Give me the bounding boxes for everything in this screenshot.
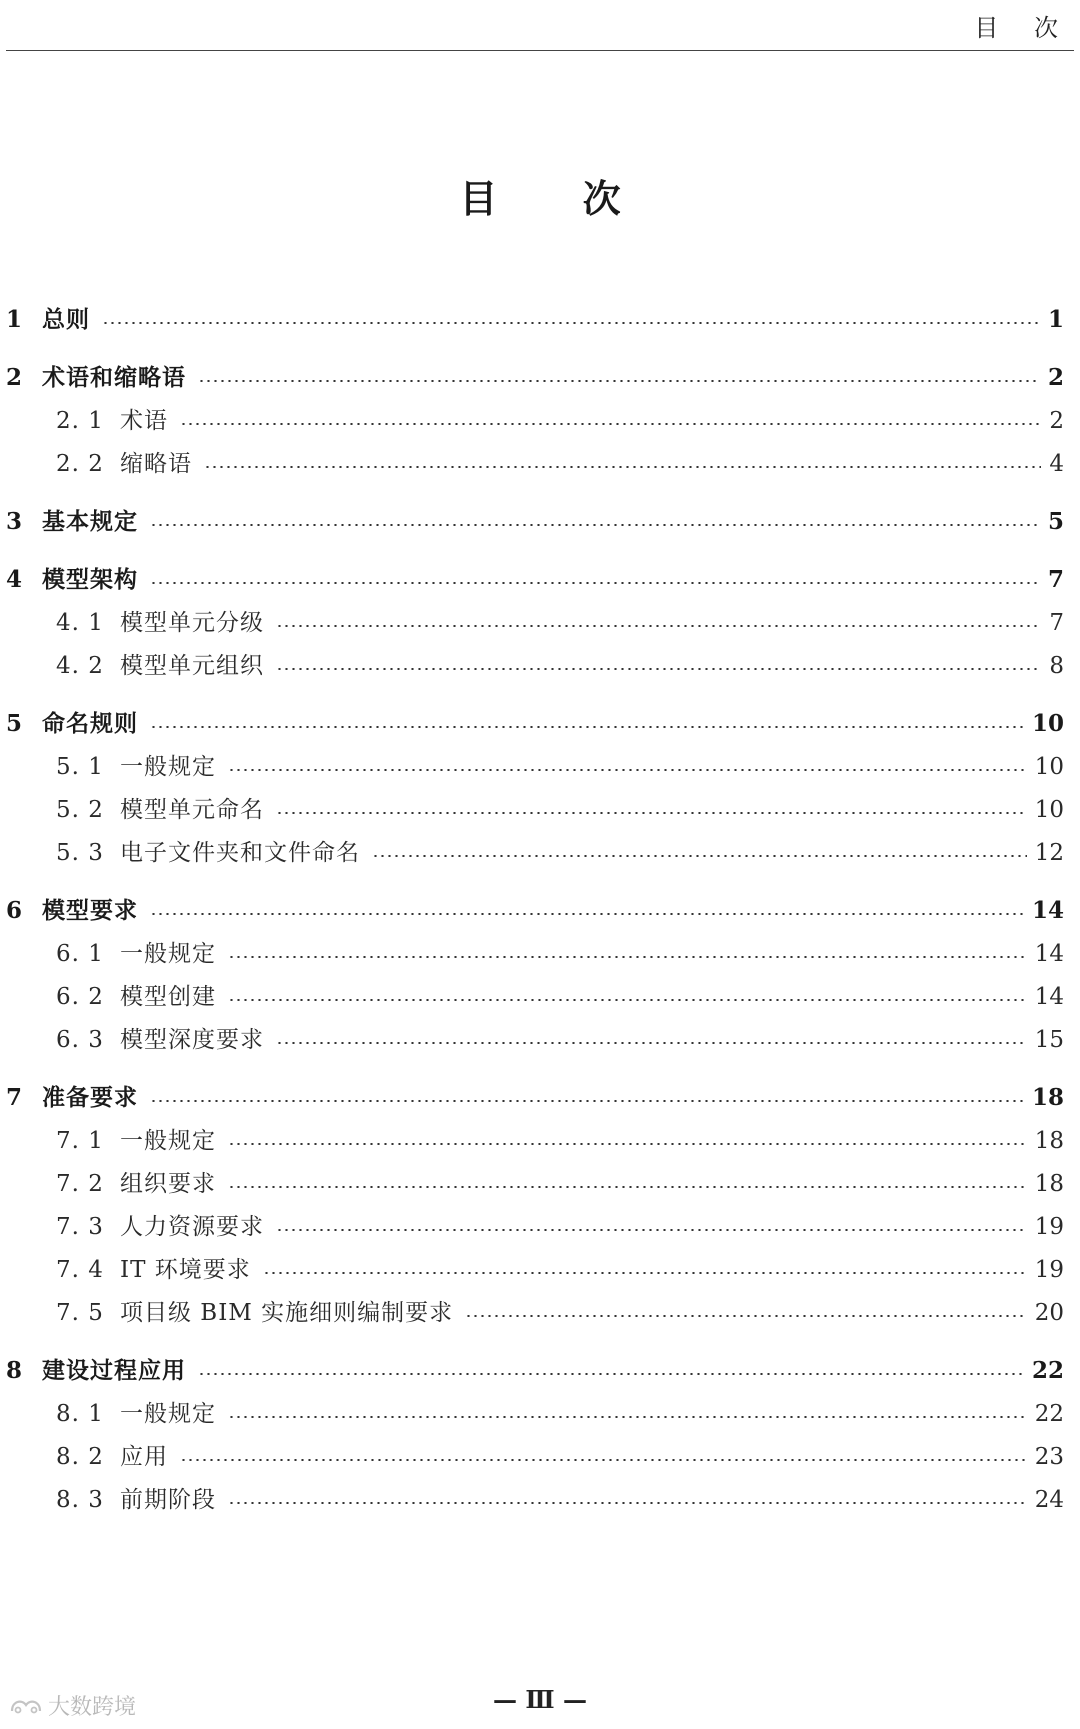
toc-entry-page: 18 (1031, 1084, 1064, 1111)
toc-entry-number: 5. 3 (56, 840, 104, 866)
running-head: 目 次 (974, 14, 1072, 42)
watermark (8, 1690, 136, 1721)
toc-section-entry[interactable] (56, 1293, 1064, 1333)
toc-dot-leader (150, 726, 1024, 728)
toc-dot-leader (228, 1502, 1027, 1504)
toc-section-entry[interactable] (56, 1207, 1064, 1247)
toc-entry-page: 22 (1031, 1357, 1064, 1384)
toc-section-entry[interactable] (56, 833, 1064, 873)
toc-dot-leader (102, 322, 1040, 324)
toc-dot-leader (180, 1459, 1027, 1461)
toc-dot-leader (228, 1143, 1027, 1145)
toc-dot-leader (150, 582, 1040, 584)
toc-entry-title: 人力资源要求 (120, 1214, 264, 1240)
toc-chapter-entry[interactable] (6, 1351, 1064, 1391)
toc-entry-number: 1 (6, 306, 23, 333)
toc-dot-leader (276, 1229, 1027, 1231)
toc-section-entry[interactable] (56, 603, 1064, 643)
toc-entry-page: 2 (1049, 408, 1064, 434)
toc-section-entry[interactable] (56, 1250, 1064, 1290)
toc-section-entry[interactable] (56, 977, 1064, 1017)
toc-entry-number: 4. 1 (56, 610, 104, 636)
toc-entry-title: 模型要求 (42, 897, 138, 924)
toc-dot-leader (276, 668, 1041, 670)
toc-section-entry[interactable] (56, 646, 1064, 686)
toc-entry-page: 18 (1034, 1128, 1064, 1154)
toc-entry-title: 模型创建 (120, 984, 216, 1010)
toc-section-entry[interactable] (56, 1121, 1064, 1161)
toc-chapter-entry[interactable] (6, 704, 1064, 744)
toc-entry-page: 7 (1049, 610, 1064, 636)
toc-chapter-entry[interactable] (6, 1078, 1064, 1118)
toc-entry-title: 组织要求 (120, 1171, 216, 1197)
toc-chapter-entry[interactable] (6, 300, 1064, 340)
toc-entry-number: 7. 4 (56, 1257, 104, 1283)
toc-entry-page: 1 (1047, 306, 1064, 333)
toc-entry-page: 8 (1049, 653, 1064, 679)
toc-entry-number: 8. 2 (56, 1444, 104, 1470)
toc-dot-leader (198, 380, 1040, 382)
toc-section-entry[interactable] (56, 1164, 1064, 1204)
toc-entry-title: 一般规定 (120, 941, 216, 967)
toc-entry-page: 20 (1034, 1300, 1064, 1326)
toc-entry-number: 5. 1 (56, 754, 104, 780)
toc-entry-number: 8 (6, 1357, 23, 1384)
toc-section-entry[interactable] (56, 934, 1064, 974)
toc-entry-number: 7. 3 (56, 1214, 104, 1240)
toc-entry-page: 10 (1031, 710, 1064, 737)
toc-dot-leader (180, 423, 1041, 425)
toc-entry-title: 项目级 BIM 实施细则编制要求 (120, 1300, 454, 1326)
toc-entry-title: 一般规定 (120, 1401, 216, 1427)
toc-entry-page: 7 (1047, 566, 1064, 593)
toc-section-entry[interactable] (56, 401, 1064, 441)
toc-entry-title: 一般规定 (120, 754, 216, 780)
toc-entry-number: 8. 3 (56, 1487, 104, 1513)
toc-entry-number: 7. 1 (56, 1128, 104, 1154)
toc-section-entry[interactable] (56, 790, 1064, 830)
toc-entry-title: 一般规定 (120, 1128, 216, 1154)
toc-entry-number: 7. 2 (56, 1171, 104, 1197)
toc-entry-number: 4. 2 (56, 653, 104, 679)
toc-entry-page: 12 (1034, 840, 1064, 866)
toc-chapter-entry[interactable] (6, 891, 1064, 931)
toc-entry-title: 模型单元组织 (120, 653, 264, 679)
toc-entry-number: 3 (6, 508, 23, 535)
toc-dot-leader (276, 812, 1027, 814)
toc-entry-title: 总则 (42, 306, 90, 333)
toc-entry-page: 22 (1034, 1401, 1064, 1427)
toc-chapter-entry[interactable] (6, 502, 1064, 542)
toc-entry-page: 15 (1034, 1027, 1064, 1053)
toc-entry-title: 前期阶段 (120, 1487, 216, 1513)
toc-dot-leader (372, 855, 1027, 857)
toc-entry-page: 14 (1034, 984, 1064, 1010)
footer-page-number: — Ⅲ — (493, 1685, 587, 1714)
toc-entry-number: 5 (6, 710, 23, 737)
toc-entry-title: 缩略语 (120, 451, 192, 477)
toc-dot-leader (228, 1186, 1027, 1188)
toc-entry-title: 基本规定 (42, 508, 138, 535)
toc-dot-leader (228, 1416, 1027, 1418)
toc-entry-page: 4 (1049, 451, 1064, 477)
toc-entry-page: 23 (1034, 1444, 1064, 1470)
toc-entry-title: 建设过程应用 (42, 1357, 186, 1384)
watermark-text: 大数跨境 (48, 1695, 137, 1720)
toc-dot-leader (150, 524, 1040, 526)
toc-entry-title: 术语 (120, 408, 168, 434)
toc-entry-title: 电子文件夹和文件命名 (120, 840, 360, 866)
toc-entry-number: 7 (6, 1084, 23, 1111)
toc-dot-leader (465, 1315, 1027, 1317)
header-rule (6, 50, 1074, 51)
toc-entry-number: 8. 1 (56, 1401, 104, 1427)
toc-entry-page: 19 (1034, 1257, 1064, 1283)
toc-entry-number: 5. 2 (56, 797, 104, 823)
toc-entry-title: 准备要求 (42, 1084, 138, 1111)
toc-section-entry[interactable] (56, 444, 1064, 484)
toc-entry-page: 10 (1034, 797, 1064, 823)
toc-entry-title: 模型单元分级 (120, 610, 264, 636)
toc-entry-page: 18 (1034, 1171, 1064, 1197)
toc-dot-leader (228, 769, 1027, 771)
toc-entry-title: 应用 (120, 1444, 168, 1470)
toc-entry-number: 2 (6, 364, 23, 391)
toc-entry-number: 2. 2 (56, 451, 104, 477)
toc-entry-number: 6. 1 (56, 941, 104, 967)
toc-entry-title: 模型架构 (42, 566, 138, 593)
toc-entry-page: 14 (1034, 941, 1064, 967)
toc-dot-leader (228, 999, 1027, 1001)
toc-dot-leader (276, 1042, 1027, 1044)
toc-entry-number: 6 (6, 897, 23, 924)
toc-entry-page: 19 (1034, 1214, 1064, 1240)
toc-entry-number: 6. 2 (56, 984, 104, 1010)
toc-chapter-entry[interactable] (6, 560, 1064, 600)
toc-dot-leader (150, 913, 1024, 915)
page-title: 目 次 (459, 176, 657, 221)
toc-entry-page: 14 (1031, 897, 1064, 924)
toc-section-entry[interactable] (56, 747, 1064, 787)
toc-entry-page: 5 (1047, 508, 1064, 535)
toc-entry-number: 2. 1 (56, 408, 104, 434)
toc-section-entry[interactable] (56, 1437, 1064, 1477)
toc-section-entry[interactable] (56, 1394, 1064, 1434)
toc-entry-title: 术语和缩略语 (42, 364, 186, 391)
toc-entry-number: 7. 5 (56, 1300, 104, 1326)
toc-entry-number: 6. 3 (56, 1027, 104, 1053)
toc-dot-leader (150, 1100, 1024, 1102)
toc-entry-page: 10 (1034, 754, 1064, 780)
toc-dot-leader (276, 625, 1041, 627)
toc-dot-leader (204, 466, 1041, 468)
toc-dot-leader (228, 956, 1027, 958)
watermark-logo-icon (8, 1695, 44, 1717)
toc-entry-title: 命名规则 (42, 710, 138, 737)
toc-section-entry[interactable] (56, 1020, 1064, 1060)
toc-dot-leader (198, 1373, 1024, 1375)
toc-section-entry[interactable] (56, 1480, 1064, 1520)
toc-entry-page: 2 (1047, 364, 1064, 391)
toc-entry-page: 24 (1034, 1487, 1064, 1513)
toc-dot-leader (263, 1272, 1027, 1274)
toc-chapter-entry[interactable] (6, 358, 1064, 398)
toc-entry-title: 模型深度要求 (120, 1027, 264, 1053)
toc-entry-title: 模型单元命名 (120, 797, 264, 823)
toc-entry-number: 4 (6, 566, 23, 593)
toc-entry-title: IT 环境要求 (120, 1257, 251, 1283)
